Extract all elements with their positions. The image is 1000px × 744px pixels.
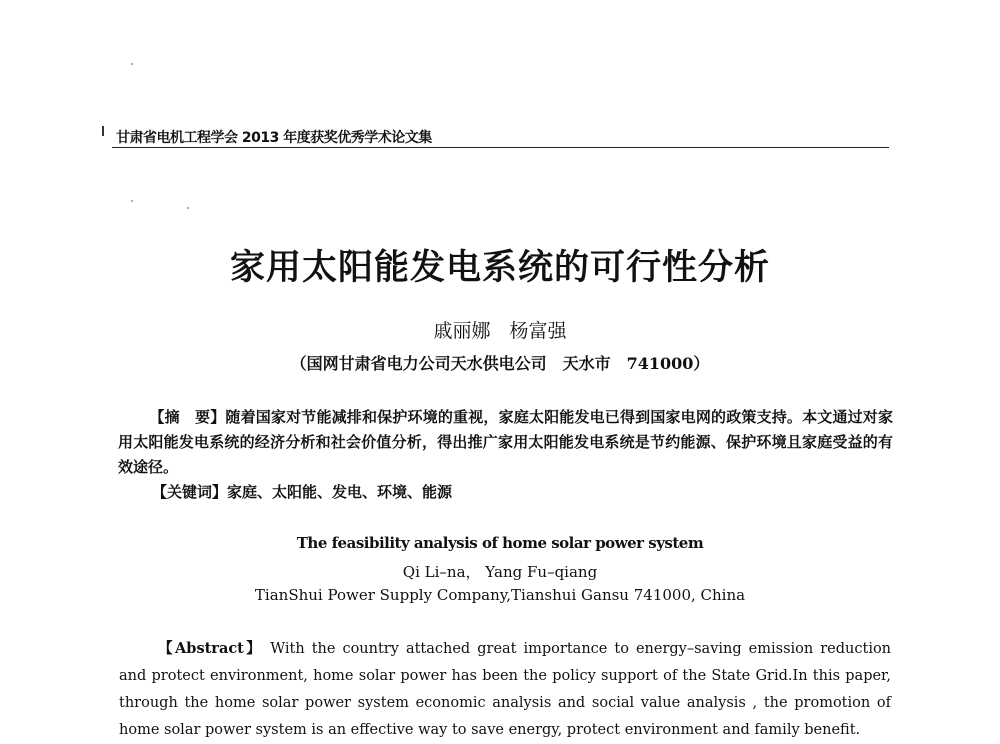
scan-speck — [187, 207, 189, 209]
keywords-cn — [152, 481, 452, 502]
affiliation-en: TianShui Power Supply Company,Tianshui Gansu 741000, China — [254, 586, 746, 604]
header-rule — [112, 147, 889, 148]
keywords-label-cn: 【关键词】 — [152, 483, 228, 501]
authors-en: Qi Li–na， Yang Fu–qiang — [402, 563, 598, 581]
abstract-body-cn: 随着国家对节能减排和保护环境的重视，家庭太阳能发电已得到国家电网的政策支持。本文通过对家用太阳能发电系统的经济分析和社会价值分析，得出推广家用太阳能发电系统是节约能源、保护环境且家庭受益的有效途径。 — [118, 408, 893, 476]
affiliation-cn: （国网甘肃省电力公司天水供电公司 天水市 741000） — [290, 354, 710, 373]
abstract-cn — [118, 405, 893, 480]
abstract-label-en: 【Abstract】 — [158, 640, 264, 657]
scan-speck — [131, 63, 133, 65]
running-header: 甘肃省电机工程学会 2013 年度获奖优秀学术论文集 — [116, 130, 432, 146]
paper-title-cn: 家用太阳能发电系统的可行性分析 — [229, 247, 770, 288]
abstract-body-en: With the country attached great importance to energy–saving emission reduction and protect environment, home solar power has been the policy support of the State Grid.In this paper, through the home solar power system economic analysis and social value analysis , the promotion of home solar power system is an effective way to save energy, protect environment and family benefit. — [119, 641, 892, 738]
abstract-en — [119, 635, 891, 744]
keywords-body-cn: 家庭、太阳能、发电、环境、能源 — [227, 483, 453, 501]
abstract-label-cn: 【摘 要】 — [149, 408, 226, 426]
paper-title-en: The feasibility analysis of home solar power system — [296, 534, 704, 552]
scan-speck — [131, 200, 133, 202]
margin-tick-mark — [102, 126, 104, 136]
authors-cn: 戚丽娜 杨富强 — [433, 320, 567, 342]
